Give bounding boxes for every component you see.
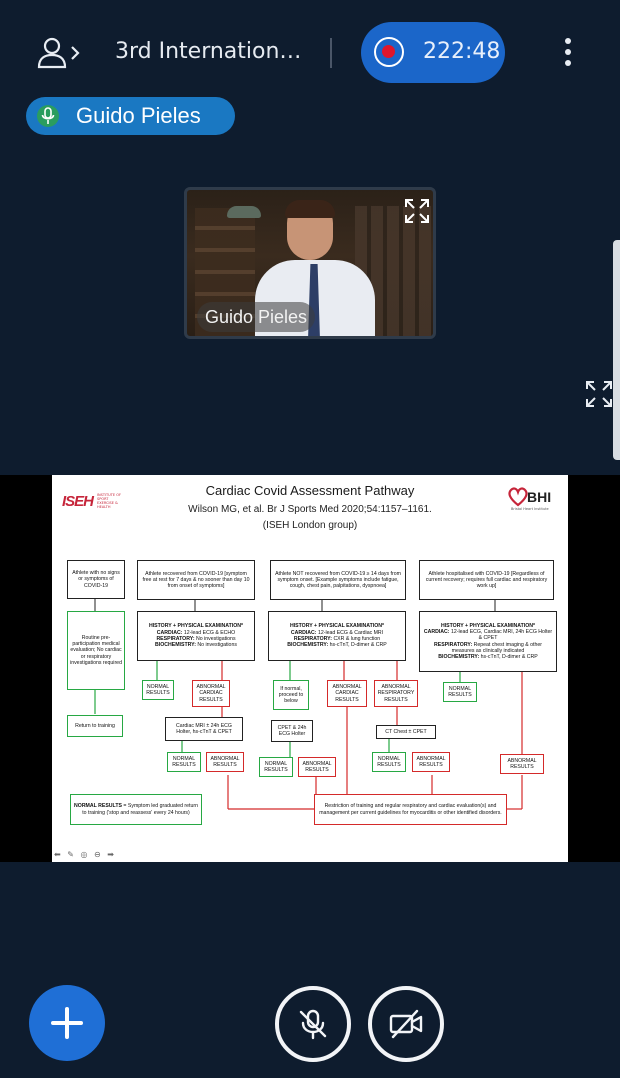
flow-box-no-symptoms: Athlete with no signs or symptoms of COVID-19 <box>67 560 125 599</box>
flow-box-abnormal-cardiac-c2: ABNORMAL CARDIAC RESULTS <box>192 680 230 707</box>
slide-navigation-controls[interactable]: ⬅ ✎ ◎ ⊖ ➡ <box>54 850 116 859</box>
flow-box-history-c3 <box>268 611 406 661</box>
bhi-logo-subtext: Bristol Heart Institute <box>511 507 549 511</box>
active-speaker-name: Guido Pieles <box>76 103 201 128</box>
participant-video-tile[interactable] <box>184 187 436 339</box>
flow-box-not-recovered: Athlete NOT recovered from COVID-19 ≥ 14 days from symptom onset. [Example symptoms include fatigue, cough, chest pain, palpitations, dyspnoea] <box>270 560 406 600</box>
cardiac-value-c2: 12-lead ECG & ECHO <box>183 629 236 636</box>
mute-button[interactable] <box>275 986 351 1062</box>
normal-note-text: = Symptom led graduated return to training ('stop and reassess' every 24 hours) <box>82 803 198 816</box>
iseh-logo-subtext: INSTITUTE OF SPORT EXERCISE & HEALTH <box>97 493 121 509</box>
flow-box-normal-c3b: NORMAL RESULTS <box>372 752 406 772</box>
slide-title: Cardiac Covid Assessment Pathway <box>205 483 415 498</box>
flow-box-ct-chest: CT Chest ± CPET <box>376 725 436 739</box>
video-toggle-button[interactable] <box>368 986 444 1062</box>
flow-box-abnormal-c4: ABNORMAL RESULTS <box>500 754 544 774</box>
flow-box-routine-evaluation: Routine pre-participation medical evaluation; No cardiac or respiratory investigations required <box>67 611 125 690</box>
video-off-icon <box>388 1006 424 1042</box>
flow-box-abnormal-cardiac-c3: ABNORMAL CARDIAC RESULTS <box>327 680 367 707</box>
meeting-title: 3rd Internation… <box>115 39 302 64</box>
record-icon <box>374 37 404 67</box>
more-vertical-icon <box>557 38 579 66</box>
bio-label-c4: BIOCHEMISTRY: <box>438 654 480 661</box>
resp-value-c2: No investigations <box>196 636 236 642</box>
cardiac-label-c2: CARDIAC: <box>156 629 183 636</box>
bio-value-c4: hs-cTnT, D-dimer & CRP <box>480 654 538 661</box>
flow-box-restriction: Restriction of training and regular respiratory and cardiac evaluation(s) and management per current guidelines for myocarditis or other identified disorders. <box>314 794 507 825</box>
expand-arrows-icon[interactable] <box>402 196 432 226</box>
more-options-button[interactable] <box>557 38 579 70</box>
slide-group: (ISEH London group) <box>262 520 358 531</box>
flow-box-normal-c3: NORMAL RESULTS <box>259 757 293 777</box>
video-name-label: Guido Pieles <box>197 302 315 332</box>
fullscreen-icon[interactable] <box>582 377 616 411</box>
flow-box-abnormal-c3: ABNORMAL RESULTS <box>298 757 336 777</box>
flow-box-abnormal-resp-c3: ABNORMAL RESPIRATORY RESULTS <box>374 680 418 707</box>
bio-label-c2: BIOCHEMISTRY: <box>155 642 196 649</box>
recording-time: 222:48 <box>423 39 501 64</box>
flow-box-history-c4 <box>419 611 557 672</box>
resp-value-c3: CXR & lung function <box>333 636 381 642</box>
hx-title-c2: HISTORY + PHYSICAL EXAMINATION* <box>148 623 244 630</box>
side-panel-handle[interactable] <box>613 240 620 460</box>
cardiac-value-c4: 12-lead ECG, Cardiac MRI, 24h ECG Holter & CPET <box>450 628 553 642</box>
flow-box-normal-c2b: NORMAL RESULTS <box>167 752 201 772</box>
flow-box-history-c2 <box>137 611 255 661</box>
top-bar <box>0 0 620 100</box>
background-lamp <box>227 206 261 218</box>
iseh-logo-text: ISEH <box>62 493 94 510</box>
flow-box-cardiac-mri: Cardiac MRI ± 24h ECG Holter, hs-cTnT & CPET <box>165 717 243 741</box>
flow-box-normal-c4: NORMAL RESULTS <box>443 682 477 702</box>
bio-value-c2: No investigations <box>197 642 237 649</box>
flow-box-if-normal: If normal, proceed to below <box>273 680 309 710</box>
person-chevron-icon <box>36 36 84 70</box>
title-divider <box>330 38 332 68</box>
flow-box-recovered: Athlete recovered from COVID-19 [symptom free at rest for 7 days & no sooner than day 10 from onset of symptoms] <box>137 560 255 600</box>
resp-label-c4: RESPIRATORY: <box>434 641 473 648</box>
flow-box-hospitalised: Athlete hospitalised with COVID-19 [Regardless of current recovery; requires full cardiac and respiratory work up] <box>419 560 554 600</box>
shared-slide[interactable] <box>52 475 568 862</box>
cardiac-label-c4: CARDIAC: <box>423 628 450 635</box>
hx-title-c3: HISTORY + PHYSICAL EXAMINATION* <box>289 623 385 630</box>
flow-box-normal-note <box>70 794 202 825</box>
bio-label-c3: BIOCHEMISTRY: <box>287 642 329 649</box>
resp-value-c4: Repeat chest imaging & other measures as clinically indicated <box>451 641 542 654</box>
participant-hair <box>285 200 335 218</box>
participants-button[interactable] <box>36 36 84 70</box>
flow-box-abnormal-c3b: ABNORMAL RESULTS <box>412 752 450 772</box>
slide-citation: Wilson MG, et al. Br J Sports Med 2020;54:1157–1161. <box>188 504 432 515</box>
resp-label-c2: RESPIRATORY: <box>156 636 195 642</box>
resp-label-c3: RESPIRATORY: <box>293 636 332 642</box>
recording-indicator[interactable] <box>361 22 505 83</box>
hx-title-c4: HISTORY + PHYSICAL EXAMINATION* <box>440 622 536 629</box>
normal-note-label: NORMAL RESULTS <box>74 803 122 810</box>
add-button[interactable] <box>29 985 105 1061</box>
flow-box-return-to-training: Return to training <box>67 715 123 737</box>
flow-box-cpet: CPET & 24h ECG Holter <box>271 720 313 742</box>
microphone-icon <box>37 103 59 129</box>
bio-value-c3: hs-cTnT, D-dimer & CRP <box>329 642 387 649</box>
active-speaker-pill <box>26 97 235 135</box>
microphone-off-icon <box>295 1006 331 1042</box>
bhi-logo-text: BHI <box>527 489 552 505</box>
flow-box-normal-c2: NORMAL RESULTS <box>142 680 174 700</box>
flow-box-abnormal-c2b: ABNORMAL RESULTS <box>206 752 244 772</box>
cardiac-value-c3: 12-lead ECG & Cardiac MRI <box>317 629 384 636</box>
cardiac-label-c3: CARDIAC: <box>290 629 317 636</box>
